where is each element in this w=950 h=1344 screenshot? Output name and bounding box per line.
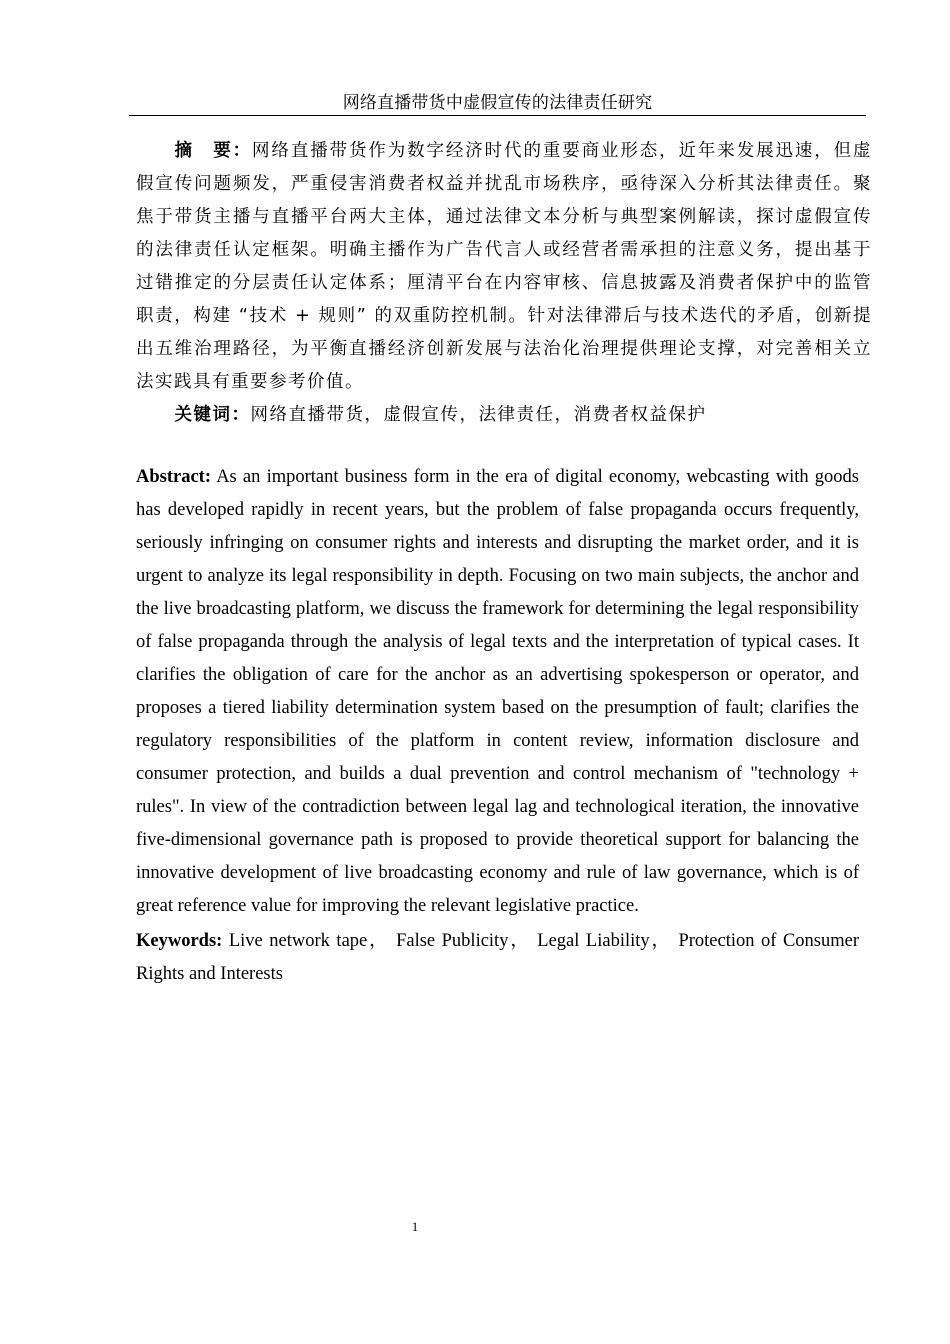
chinese-abstract-section	[136, 135, 872, 432]
english-keywords-paragraph	[136, 925, 859, 991]
header-rule	[129, 115, 866, 116]
chinese-abstract-label: 摘 要：	[174, 141, 253, 161]
english-abstract-text: As an important business form in the era of digital economy, webcasting with goods has developed rapidly in recent years, but the problem of false propaganda occurs frequently, seriously infringing on consumer rights and interests and disrupting the market order, and it is urgent to analyze its legal responsibility in depth. Focusing on two main subjects, the anchor and the live broadcasting platform, we discuss the framework for determining the legal responsibility of false propaganda through the analysis of legal texts and the interpretation of typical cases. It clarifies the obligation of care for the anchor as an advertising spokesperson or operator, and proposes a tiered liability determination system based on the presumption of fault; clarifies the regulatory responsibilities of the platform in content review, information disclosure and consumer protection, and builds a dual prevention and control mechanism of "technology + rules". In view of the contradiction between legal lag and technological iteration, the innovative five-dimensional governance path is proposed to provide theoretical support for balancing the innovative development of live broadcasting economy and rule of law governance, which is of great reference value for improving the relevant legislative practice.	[136, 467, 859, 916]
english-abstract-section	[136, 461, 859, 991]
chinese-keywords-label: 关键词：	[174, 405, 251, 425]
chinese-keywords-paragraph	[136, 399, 872, 432]
english-keywords-text: Live network tape， False Publicity， Legal Liability， Protection of Consumer Rights and Interests	[136, 931, 859, 984]
chinese-abstract-text: 网络直播带货作为数字经济时代的重要商业形态，近年来发展迅速，但虚假宣传问题频发，严重侵害消费者权益并扰乱市场秩序，亟待深入分析其法律责任。聚焦于带货主播与直播平台两大主体，通过法律文本分析与典型案例解读，探讨虚假宣传的法律责任认定框架。明确主播作为广告代言人或经营者需承担的注意义务，提出基于过错推定的分层责任认定体系；厘清平台在内容审核、信息披露及消费者保护中的监管职责，构建 “技术 + 规则” 的双重防控机制。针对法律滞后与技术迭代的矛盾，创新提出五维治理路径，为平衡直播经济创新发展与法治化治理提供理论支撑，对完善相关立法实践具有重要参考价值。	[136, 141, 873, 392]
chinese-abstract-paragraph	[136, 135, 872, 399]
chinese-keywords-text: 网络直播带货，虚假宣传，法律责任，消费者权益保护	[250, 405, 707, 425]
english-abstract-paragraph	[136, 461, 859, 923]
english-abstract-label: Abstract:	[136, 467, 212, 487]
english-keywords-label: Keywords:	[136, 931, 223, 951]
page-number: 1	[411, 1219, 419, 1234]
running-header-title: 网络直播带货中虚假宣传的法律责任研究	[342, 93, 653, 113]
